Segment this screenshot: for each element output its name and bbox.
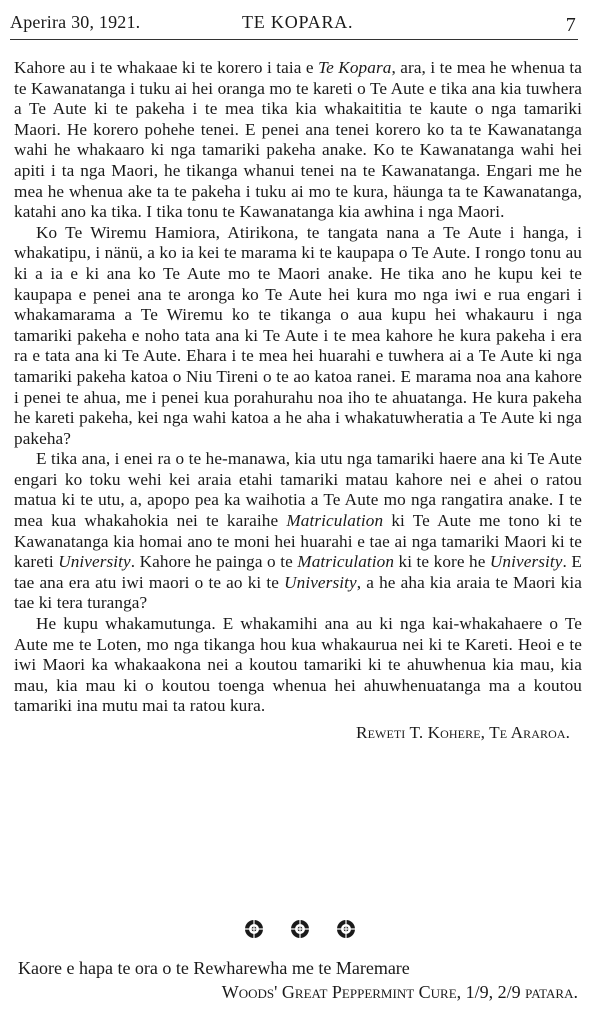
page-number: 7 [565, 14, 576, 36]
advertisement-line-2: Woods' Great Peppermint Cure, 1/9, 2/9 patara. [221, 982, 578, 1002]
paragraph-text: . Kahore he painga o te [130, 552, 298, 572]
floral-ornament-icon [335, 918, 357, 940]
paragraph-text: ki Te Aute me tono ki te Kawanatanga kia homai ano te moni hei huarahi e tae ai nga tamariki Maori ki te kareti [14, 511, 582, 572]
publication-title: TE KOPARA. [242, 12, 354, 32]
paragraph-text: . E tae ana era atu iwi maori o te ao ki te [14, 552, 582, 592]
paragraph-text: Kahore au i te whakaae ki te korero i taia e [14, 58, 319, 77]
italic-term: Matriculation [286, 511, 384, 531]
paragraph-text: , ara, i te mea he whenua ta te Kawanatanga i tuku ai hei oranga mo te kareti o Te Aute e tika ana kia tuwhera a Te Aute ki te pakeha i te mea tika kia whakaititia te kaute o nga tamariki Maori. He korero pohehe tenei. E penei ana tenei korero ko ta te Kawanatanga wahi he whakaaro ki nga tamariki pakeha anake. Ko te Kawanatanga wahi hei apiti i ta nga Maori, he tikanga whanui tenei na te Kawanatanga. Engari me he mea he whenua ake ta te pakeha i tuku ai mo te kura, häunga ta te Kawanatanga, katahi ano ka tika. I tika tonu te Kawanatanga kia awhina i nga Maori. [14, 58, 582, 222]
paragraph-text: ki te kore he [394, 552, 490, 572]
advertisement [14, 956, 582, 1004]
author-signature: Reweti T. Kohere, Te Araroa. [356, 723, 570, 742]
article-paragraph-4: He kupu whakamutunga. E whakamihi ana au ki nga kai-whakahaere o Te Aute me te Loten, mo nga tikanga hou kua whakaurua nei ki te Kareti. Heoi e te iwi Maori ka whakaakona nei a koutou tamariki ki te ahuwhenua kia mau, kia mau, kia mau ki o koutou toenga whenua hei ahuwhenuatanga ma a koutou tamariki ina mutu mai ta ratou kura. [14, 614, 582, 716]
paragraph-text: , a he aha kia araia te Maori kia tae ki tera turanga? [14, 572, 582, 613]
article-paragraph-2: Ko Te Wiremu Hamiora, Atirikona, te tangata nana a Te Aute i hanga, i whakatipu, i nänü, a ko ia kei te marama ki te kaupapa o Te Aute. I rongo tonu au ki a ia e ki ana ko Te Aute mo te Maori anake. He tika ano he kupu kei te kaupapa e penei ana te aronga ko Te Aute hei kura mo nga iwi e rua engari i whakamarama a Te Wiremu ko te tikanga o aua kupu hei whakauru i nga tamariki pakeha e noho tata ana ki Te Aute i te mea kahore he kura pakeha i era ra e tata ana ki Te Aute. Ehara i te mea hei huarahi e tuwhera ai a Te Aute ki nga tamariki pakeha katoa o Niu Tireni o te ao katoa ranei. E marama noa ana kahore i penei te ahua, me i penei kua porahurahu noa iho te ahuatanga. He kura pakeha he kareti pakeha, kei nga wahi katoa a he aha i whakatuwheratia a Te Aute ki nga pakeha? [14, 222, 582, 448]
header-rule [10, 39, 578, 40]
paragraph-text: E tika ana, i enei ra o te he-manawa, kia utu nga tamariki haere ana ki Te Aute engari ko toku wehi kei araia etahi tamariki matau kahore nei e ahei o ratou matua ki te utu, a, apopo pea ka waihotia a Te Aute mo nga rangatira anake. I te mea kua whakahokia nei te karaihe [14, 449, 582, 531]
running-head [10, 6, 590, 36]
italic-term: Matriculation [297, 552, 395, 572]
italic-term: University [58, 552, 131, 572]
ornament-row [0, 918, 600, 942]
italic-term: University [284, 572, 357, 592]
italic-title: Te Kopara [318, 58, 392, 77]
article-paragraph-1 [14, 58, 582, 223]
floral-ornament-icon [243, 918, 265, 940]
floral-ornament-icon [289, 918, 311, 940]
article-body [14, 58, 582, 744]
italic-term: University [489, 552, 563, 572]
article-paragraph-3 [14, 449, 582, 614]
issue-date: Aperira 30, 1921. [10, 12, 141, 32]
advertisement-line-1: Kaore e hapa te ora o te Rewharewha me te Maremare [18, 958, 410, 978]
